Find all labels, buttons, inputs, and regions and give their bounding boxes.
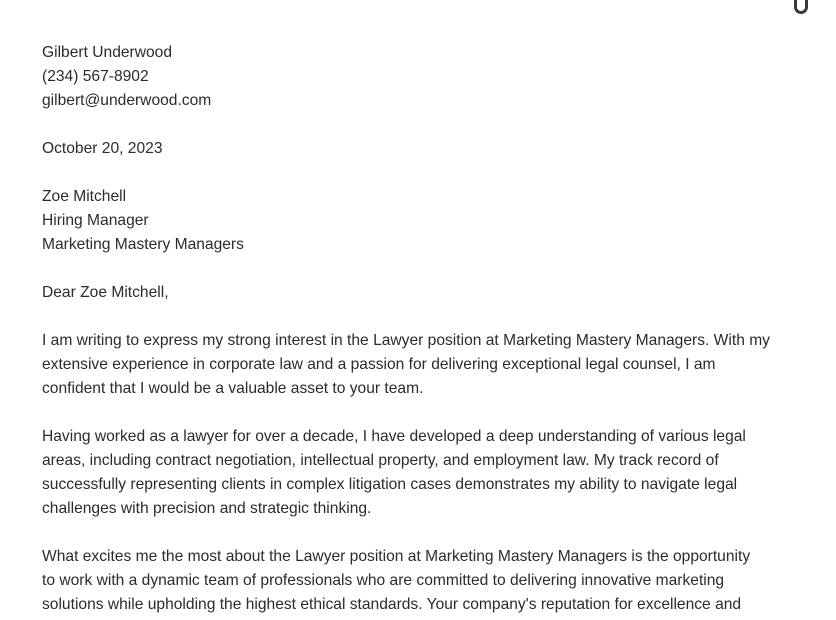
sender-email: gilbert@underwood.com bbox=[42, 92, 212, 109]
paragraph-line: successfully representing clients in complex litigation cases demonstrates my ability to navigate legal bbox=[42, 476, 738, 493]
paragraph-1 bbox=[42, 329, 802, 401]
recipient-block bbox=[42, 185, 812, 257]
sender-block bbox=[42, 41, 812, 113]
cover-letter-document bbox=[42, 41, 812, 617]
paragraph-2 bbox=[42, 425, 802, 521]
recipient-title: Hiring Manager bbox=[42, 212, 149, 229]
salutation: Dear Zoe Mitchell, bbox=[42, 284, 169, 301]
paragraph-line: areas, including contract negotiation, intellectual property, and employment law. My track record of bbox=[42, 452, 719, 469]
sender-phone: (234) 567-8902 bbox=[42, 68, 149, 85]
sender-name: Gilbert Underwood bbox=[42, 44, 173, 61]
recipient-company: Marketing Mastery Managers bbox=[42, 236, 244, 253]
letter-date: October 20, 2023 bbox=[42, 140, 163, 157]
paragraph-line: to work with a dynamic team of professionals who are committed to delivering innovative marketing bbox=[42, 572, 725, 589]
paragraph-line: extensive experience in corporate law and a passion for delivering exceptional legal counsel, I am bbox=[42, 356, 716, 373]
paragraph-line: What excites me the most about the Lawyer position at Marketing Mastery Managers is the opportunity bbox=[42, 548, 751, 565]
paragraph-line: I am writing to express my strong interest in the Lawyer position at Marketing Mastery Managers. With my bbox=[42, 332, 770, 349]
paragraph-line: confident that I would be a valuable asset to your team. bbox=[42, 380, 424, 397]
paragraph-line: solutions while upholding the highest ethical standards. Your company's reputation for excellence and bbox=[42, 596, 742, 613]
paragraph-3 bbox=[42, 545, 802, 617]
paragraph-line: Having worked as a lawyer for over a decade, I have developed a deep understanding of various legal bbox=[42, 428, 746, 445]
partial-glyph-icon bbox=[794, 0, 808, 14]
recipient-name: Zoe Mitchell bbox=[42, 188, 127, 205]
paragraph-line: challenges with precision and strategic thinking. bbox=[42, 500, 372, 517]
